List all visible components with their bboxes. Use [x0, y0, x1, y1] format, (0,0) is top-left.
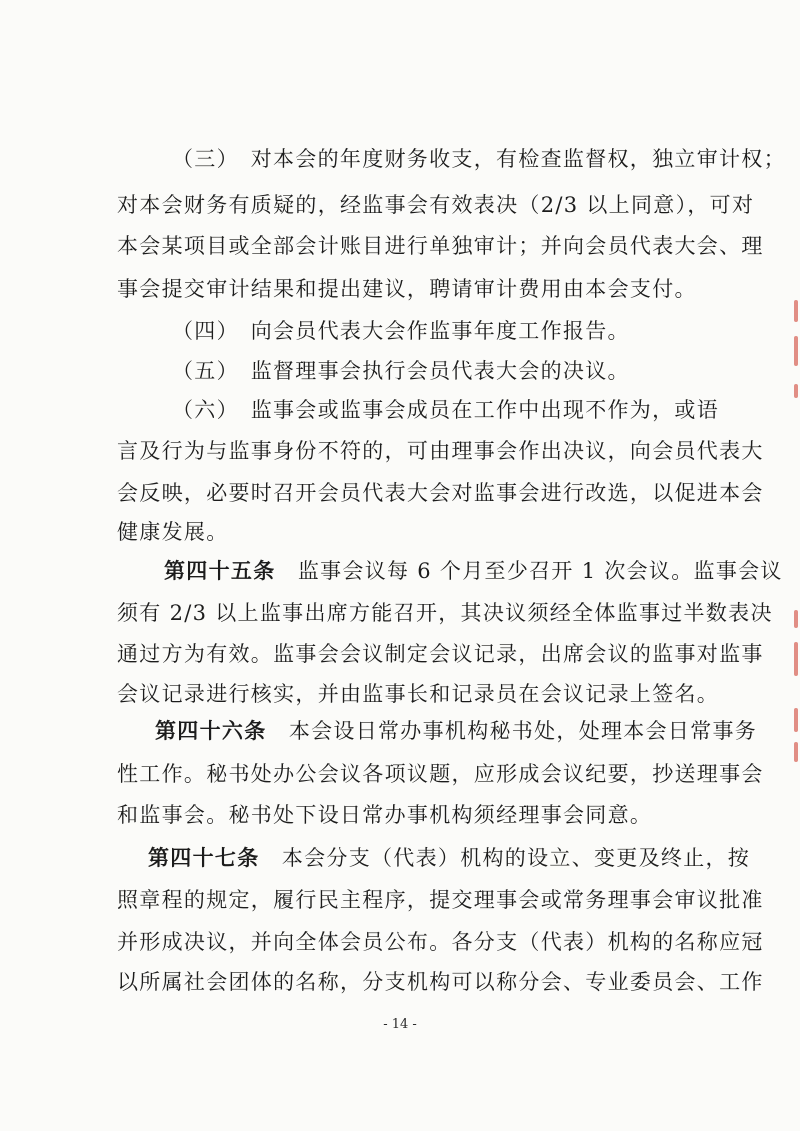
seal-edge-mark: [794, 642, 798, 676]
page-number: - 14 -: [383, 1017, 417, 1032]
text-line: 照章程的规定，履行民主程序，提交理事会或常务理事会审议批准: [117, 888, 764, 912]
text-line: 会议记录进行核实，并由监事长和记录员在会议记录上签名。: [117, 682, 720, 706]
text-line: （五） 监督理事会执行会员代表大会的决议。: [172, 359, 630, 383]
text-line: 性工作。秘书处办公会议各项议题，应形成会议纪要，抄送理事会: [117, 762, 764, 786]
seal-edge-mark: [794, 384, 798, 398]
text-line: （四） 向会员代表大会作监事年度工作报告。: [172, 319, 630, 343]
article-first-line: 第四十七条 本会分支（代表）机构的设立、变更及终止，按: [148, 846, 751, 870]
text-line: 通过方为有效。监事会会议制定会议记录，出席会议的监事对监事: [117, 642, 764, 666]
article-first-line: 第四十五条 监事会议每 6 个月至少召开 1 次会议。监事会议: [164, 559, 783, 583]
article-heading: 第四十五条: [164, 559, 276, 583]
text-line: 并形成决议，并向全体会员公布。各分支（代表）机构的名称应冠: [117, 930, 764, 954]
seal-edge-mark: [794, 742, 798, 762]
seal-edge-mark: [794, 336, 798, 366]
text-line: 会反映，必要时召开会员代表大会对监事会进行改选，以促进本会: [117, 481, 764, 505]
text-line: 本会某项目或全部会计账目进行单独审计；并向会员代表大会、理: [117, 234, 764, 258]
text-line: （六） 监事会或监事会成员在工作中出现不作为，或语: [172, 398, 719, 422]
text-line: 健康发展。: [117, 520, 229, 544]
text-line: 以所属社会团体的名称，分支机构可以称分会、专业委员会、工作: [117, 970, 764, 994]
text-line: 和监事会。秘书处下设日常办事机构须经理事会同意。: [117, 803, 653, 827]
article-heading: 第四十七条: [148, 846, 260, 870]
article-heading: 第四十六条: [155, 719, 267, 743]
seal-edge-mark: [794, 708, 798, 732]
text-line: （三） 对本会的年度财务收支，有检查监督权，独立审计权；: [172, 147, 786, 171]
text-line: 对本会财务有质疑的，经监事会有效表决（2/3 以上同意），可对: [117, 193, 755, 217]
text-line: 言及行为与监事身份不符的，可由理事会作出决议，向会员代表大: [117, 439, 764, 463]
text-line: 事会提交审计结果和提出建议，聘请审计费用由本会支付。: [117, 277, 697, 301]
seal-edge-mark: [794, 300, 798, 322]
article-first-line: 第四十六条 本会设日常办事机构秘书处，处理本会日常事务: [155, 719, 758, 743]
seal-edge-mark: [794, 610, 798, 628]
text-line: 须有 2/3 以上监事出席方能召开，其决议须经全体监事过半数表决: [117, 601, 773, 625]
